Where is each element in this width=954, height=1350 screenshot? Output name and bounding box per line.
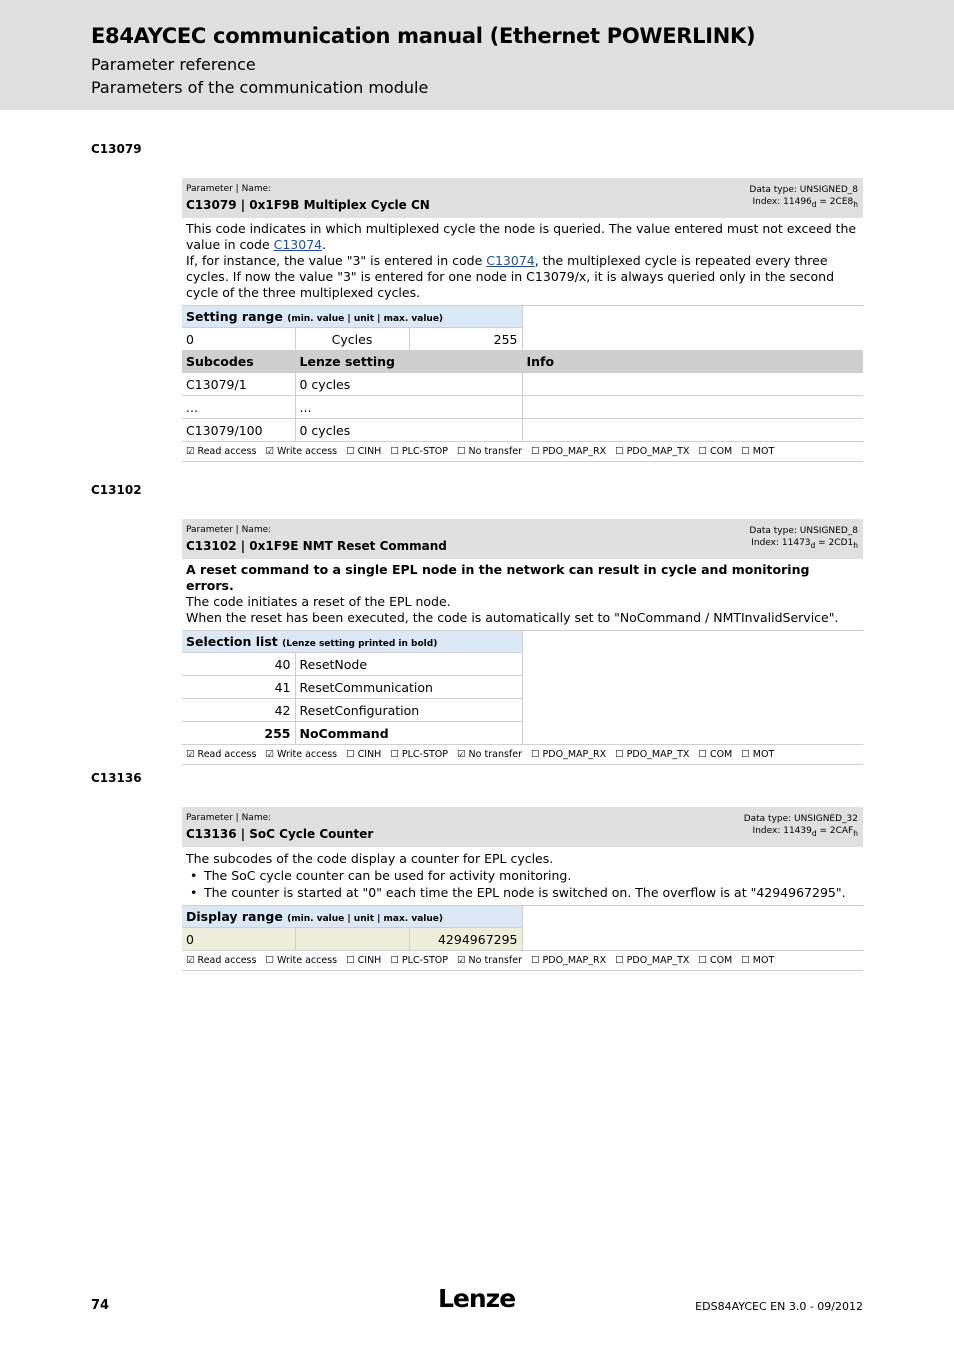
parameter-description: This code indicates in which multiplexed cycle the node is queried. The value entered must not exceed the value in code C13074. If, for instance, the value "3" is entered in code C13074, the multiplexed cycle is repeated every three cycles. If now the value "3" is entered for one node in C13079/x, it is always queried only in the second cycle of the three multiplexed cycles. (186, 221, 857, 300)
selection-list-label: Selection list (Lenze setting printed in bold) (182, 631, 522, 653)
index-info: Index: $11496_d = 2CE8_h$ (752, 197, 858, 209)
parameter-name: C13079 | 0x1F9B Multiplex Cycle CN (186, 198, 430, 212)
parameter-description: The subcodes of the code display a counter for EPL cycles. • The SoC cycle counter can be used for activity monitoring. • The counter is started at "0" each time the EPL node is switched on. The overflow is at "4294967295". (182, 847, 863, 905)
table-row: C13079/1 0 cycles (182, 373, 863, 396)
subcodes-table (182, 351, 863, 442)
info-header: Info (522, 351, 863, 373)
setting-range-table (182, 305, 863, 351)
warning-text: A reset command to a single EPL node in the network can result in cycle and monitoring errors. (186, 562, 810, 593)
document-title: E84AYCEC communication manual (Ethernet POWERLINK) (91, 24, 756, 48)
data-type: Data type: UNSIGNED_8 (749, 526, 858, 536)
range-unit (295, 928, 409, 951)
list-item: 41 ResetCommunication (182, 676, 863, 699)
index-info: Index: $11473_d = 2CD1_h$ (751, 538, 858, 550)
range-min: 0 (182, 328, 295, 351)
lenze-setting-header: Lenze setting (295, 351, 522, 373)
data-type-info (749, 525, 858, 552)
parameter-header (182, 519, 863, 559)
table-row: C13079/100 0 cycles (182, 419, 863, 442)
data-type: Data type: UNSIGNED_8 (749, 185, 858, 195)
display-range-label: Display range (min. value | unit | max. value) (182, 906, 522, 928)
parameter-name: C13136 | SoC Cycle Counter (186, 827, 374, 841)
page-number: 74 (91, 1298, 110, 1313)
code-heading-c13136: C13136 (91, 771, 142, 785)
parameter-block-c13136 (182, 807, 863, 971)
page-header (0, 0, 954, 110)
parameter-header (182, 178, 863, 218)
parameter-header (182, 807, 863, 847)
list-item: 40 ResetNode (182, 653, 863, 676)
parameter-label: Parameter | Name: (186, 525, 272, 535)
parameter-block-c13079 (182, 178, 863, 462)
selection-list-table (182, 630, 863, 745)
range-max: 255 (409, 328, 522, 351)
index-info: Index: $11439_d = 2CAF_h$ (752, 826, 858, 838)
link-c13074[interactable]: C13074 (486, 253, 535, 268)
document-id: EDS84AYCEC EN 3.0 - 09/2012 (695, 1300, 863, 1313)
list-item: • The SoC cycle counter can be used for activity monitoring. (204, 867, 859, 884)
table-row: ... ... (182, 396, 863, 419)
bullet-list (186, 867, 859, 901)
access-flags: ☑ Read access ☑ Write access ☐ CINH ☐ PLC-STOP ☐ No transfer ☐ PDO_MAP_RX ☐ PDO_MAP_TX ☐ COM ☐ MOT (182, 442, 863, 462)
access-flags: ☑ Read access ☐ Write access ☐ CINH ☐ PLC-STOP ☑ No transfer ☐ PDO_MAP_RX ☐ PDO_MAP_TX ☐ COM ☐ MOT (182, 951, 863, 971)
code-heading-c13079: C13079 (91, 142, 142, 156)
data-type-info (749, 184, 858, 211)
range-unit: Cycles (295, 328, 409, 351)
parameter-block-c13102 (182, 519, 863, 765)
list-item: • The counter is started at "0" each time the EPL node is switched on. The overflow is at "4294967295". (204, 884, 859, 901)
data-type: Data type: UNSIGNED_32 (743, 814, 858, 824)
parameter-description: A reset command to a single EPL node in the network can result in cycle and monitoring errors. The code initiates a reset of the EPL node. When the reset has been executed, the code is automatically set to "NoCommand / NMTInvalidService". (182, 559, 863, 630)
list-item: 42 ResetConfiguration (182, 699, 863, 722)
code-heading-c13102: C13102 (91, 483, 142, 497)
setting-range-label: Setting range (min. value | unit | max. value) (182, 306, 522, 328)
lenze-logo: Lenze (438, 1284, 516, 1313)
display-range-table (182, 905, 863, 951)
subcodes-header: Subcodes (182, 351, 295, 373)
range-max: 4294967295 (409, 928, 522, 951)
list-item-default: 255 NoCommand (182, 722, 863, 745)
access-flags: ☑ Read access ☑ Write access ☐ CINH ☐ PLC-STOP ☑ No transfer ☐ PDO_MAP_RX ☐ PDO_MAP_TX ☐ COM ☐ MOT (182, 745, 863, 765)
range-min: 0 (182, 928, 295, 951)
link-c13074[interactable]: C13074 (273, 237, 323, 252)
parameter-label: Parameter | Name: (186, 184, 272, 194)
section-title: Parameters of the communication module (91, 78, 429, 97)
chapter-title: Parameter reference (91, 55, 256, 74)
parameter-name: C13102 | 0x1F9E NMT Reset Command (186, 539, 447, 553)
parameter-label: Parameter | Name: (186, 813, 272, 823)
data-type-info (744, 813, 858, 840)
